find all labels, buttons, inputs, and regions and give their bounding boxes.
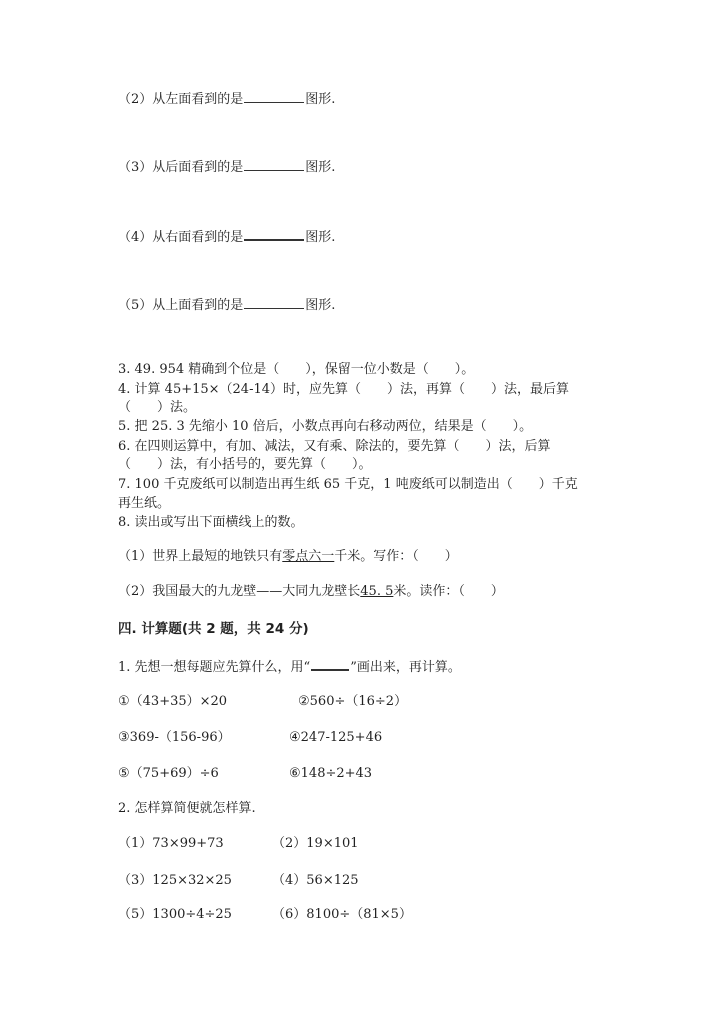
calc-item: ⑥148÷2+43 [289,766,373,781]
question-6-line-2: （ ）法，有小括号的，要先算（ ）。 [118,457,372,472]
underlined-number: 零点六一 [282,549,335,564]
underlined-number: 45. 5 [360,584,394,599]
calc-item: ⑤（75+69）÷6 [118,766,219,781]
calc-item: ④247-125+46 [289,730,383,745]
question-4-line-1: 4. 计算 45+15×（24-14）时，应先算（ ）法，再算（ ）法，最后算 [118,382,570,397]
answer-blank[interactable] [311,657,349,671]
view-item-3: （3）从后面看到的是 图形. [118,160,336,175]
question-7-line-1: 7. 100 千克废纸可以制造出再生纸 65 千克，1 吨废纸可以制造出（ ）千克 [118,477,578,492]
view-item-2: （2）从左面看到的是 图形. [118,92,336,107]
section-4-title: 四. 计算题(共 2 题，共 24 分) [118,621,309,637]
question-4-line-2: （ ）法。 [118,400,197,415]
calc-item: ①（43+35）×20 [118,694,228,709]
calc-item: ③369-（156-96） [118,730,231,745]
calc-question-2: 2. 怎样算简便就怎样算. [118,801,256,816]
calc-item: （2）19×101 [272,836,359,851]
calc-item: （5）1300÷4÷25 [118,907,232,922]
calc-item: （4）56×125 [272,873,359,888]
question-7-line-2: 再生纸。 [118,496,171,511]
answer-blank[interactable] [244,90,304,103]
view-item-4: （4）从右面看到的是 图形. [118,227,335,246]
calc-item: （3）125×32×25 [118,873,232,888]
calc-item: ②560÷（16÷2） [298,694,408,709]
question-3: 3. 49. 954 精确到个位是（ ），保留一位小数是（ ）。 [118,362,475,377]
answer-blank[interactable] [244,227,304,241]
answer-blank[interactable] [244,296,304,309]
answer-blank[interactable] [244,158,304,171]
calc-question-1: 1. 先想一想每题应先算什么，用“ ”画出来，再计算。 [118,657,461,676]
question-8: 8. 读出或写出下面横线上的数。 [118,515,304,530]
calc-item: （1）73×99+73 [118,836,224,851]
question-8-1: （1）世界上最短的地铁只有零点六一千米。写作：（ ） [118,549,458,564]
view-item-5: （5）从上面看到的是 图形. [118,298,336,313]
calc-item: （6）8100÷（81×5） [272,907,412,922]
question-6-line-1: 6. 在四则运算中，有加、减法，又有乘、除法的，要先算（ ）法，后算 [118,439,551,454]
question-8-2: （2）我国最大的九龙壁——大同九龙壁长45. 5米。读作：（ ） [118,584,504,599]
question-5: 5. 把 25. 3 先缩小 10 倍后，小数点再向右移动两位，结果是（ ）。 [118,419,533,434]
